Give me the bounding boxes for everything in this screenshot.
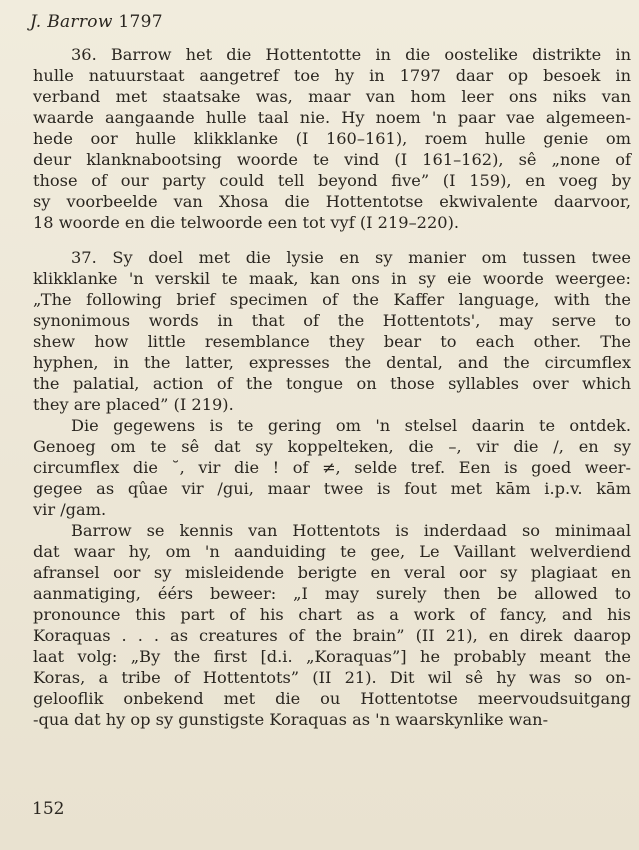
text-line: dat waar hy, om 'n aanduiding te gee, Le Vaillant welverdiend [33,542,631,561]
text-line: klikklanke 'n verskil te maak, kan ons in sy eie woorde weergee: [33,269,631,288]
paragraph-gap [33,233,631,247]
text-line: waarde aangaande hulle taal nie. Hy noem 'n paar vae algemeen- [33,108,631,127]
text-line: 36. Barrow het die Hottentotte in die oostelike distrikte in [71,45,631,64]
paragraph-gegewens [33,415,631,520]
text-line: afransel oor sy misleidende berigte en veral oor sy plagiaat en [33,563,631,582]
text-line: Barrow se kennis van Hottentots is inderdaad so minimaal [71,521,631,540]
running-head [30,12,163,32]
text-line: they are placed” (I 219). [33,395,234,414]
text-line: vir /gam. [33,500,107,519]
text-line: the palatial, action of the tongue on those syllables over which [33,374,631,393]
text-line: Koras, a tribe of Hottentots” (II 21). Dit wil sê hy was so on- [33,668,631,687]
text-line: circumflex die ˘, vir die ! of ≠, selde tref. Een is goed weer- [33,458,631,477]
text-line: Koraquas . . . as creatures of the brain” (II 21), en direk daarop [33,626,631,645]
running-head-year: 1797 [118,12,163,32]
text-line: laat volg: „By the first [d.i. „Koraquas”] he probably meant the [33,647,631,666]
running-head-author: J. Barrow [30,12,113,32]
text-line: verband met staatsake was, maar van hom leer ons niks van [33,87,631,106]
paragraph-37 [33,247,631,415]
text-line: synonimous words in that of the Hottentots', may serve to [33,311,631,330]
text-line: gelooflik onbekend met die ou Hottentotse meervoudsuitgang [33,689,631,708]
text-line: hyphen, in the latter, expresses the dental, and the circumflex [33,353,631,372]
paragraph-36 [33,44,631,233]
text-line: hulle natuurstaat aangetref toe hy in 1797 daar op besoek in [33,66,631,85]
text-line: sy voorbeelde van Xhosa die Hottentotse ekwivalente daarvoor, [33,192,631,211]
body-text [33,44,631,730]
text-line: 18 woorde en die telwoorde een tot vyf (I 219–220). [33,213,460,232]
text-line: shew how little resemblance they bear to each other. The [33,332,631,351]
page-number: 152 [32,799,65,819]
text-line: those of our party could tell beyond five” (I 159), en voeg by [33,171,631,190]
text-line: „The following brief specimen of the Kaffer language, with the [33,290,631,309]
text-line: 37. Sy doel met die lysie en sy manier om tussen twee [71,248,631,267]
text-line: -qua dat hy op sy gunstigste Koraquas as 'n waarskynlike wan- [33,710,549,729]
paragraph-barrow [33,520,631,730]
text-line: gegee as qûae vir /gui, maar twee is fout met kām i.p.v. kām [33,479,631,498]
text-line: Genoeg om te sê dat sy koppelteken, die –, vir die /, en sy [33,437,631,456]
text-line: pronounce this part of his chart as a work of fancy, and his [33,605,631,624]
text-line: Die gegewens is te gering om 'n stelsel daarin te ontdek. [71,416,631,435]
text-line: deur klanknabootsing woorde te vind (I 161–162), sê „none of [33,150,631,169]
text-line: hede oor hulle klikklanke (I 160–161), roem hulle genie om [33,129,631,148]
text-line: aanmatiging, éérs beweer: „I may surely then be allowed to [33,584,631,603]
